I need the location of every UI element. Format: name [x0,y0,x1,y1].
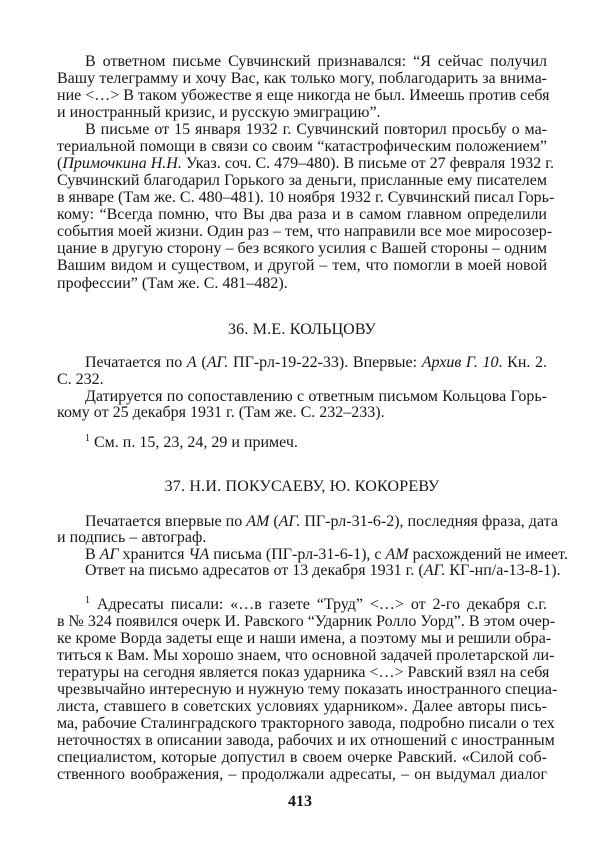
text-run: 36. М.Е. КОЛЬЦОВУ [227,321,377,338]
text-line [57,257,547,274]
text-run: чрезвычайно интересную и нужную тему показать иностранного специа- [57,681,558,698]
text-line [85,546,568,563]
text-line [57,404,547,421]
footnote-line [57,732,555,749]
text-run: ( [196,354,207,371]
text-run: КГ-нп/а-13-8-1). [445,562,561,579]
text-line [85,388,547,405]
text-line [57,240,547,257]
text-run: В [85,546,100,563]
footnote-line [57,681,558,698]
text-run: Указ. соч. С. 479–480). В письме от 27 февраля 1932 г. [181,155,555,172]
text-line [57,104,547,121]
footnote-line [57,715,555,732]
italic-text-run: А [186,354,197,371]
text-line [57,70,547,87]
text-line [85,53,547,70]
text-run: письма (ПГ-рл-31-6-1), с [209,546,386,563]
italic-text-run: Примочкина Н.Н. [62,155,182,172]
text-run: Печатается впервые по [85,513,247,530]
text-line [57,223,553,240]
italic-text-run: АМ [246,513,270,530]
text-line [57,87,550,104]
text-run: ма, рабочие Сталинградского тракторного завода, подробно писали о тех [57,715,555,732]
text-run: кому: “Всегда помню, что Вы два раза и в самом главном определили [57,206,547,223]
text-line [57,189,555,206]
text-run: события моей жизни. Один раз – тем, что направили все мое миросозер- [57,223,553,240]
text-run: Вашим видом и существом, и другой – тем, что помогли в моей новой [57,257,547,274]
text-run: кому от 25 декабря 1931 г. (Там же. С. 232–233). [57,404,385,421]
italic-text-run: АГ. [278,513,301,530]
text-run: в № 324 появился очерк И. Равского “Ударник Ролло Уорд”. В этом очер- [57,613,556,630]
text-line [57,172,547,189]
footnote-line [57,613,556,630]
footnote-line [57,749,547,766]
text-run: Адресаты писали: «…в газете “Труд” <…> от 2-го декабря с.г. [90,596,547,613]
text-run: Датируется по сопоставлению с ответным письмом Кольцова Горь- [85,388,547,405]
text-run: ние <…> В таком убожестве я еще никогда не был. Имеешь против себя [57,87,550,104]
text-run: профессии” (Там же. С. 481–482). [57,275,288,292]
text-run: Сувчинский благодарил Горького за деньги, присланные ему писателем [57,172,547,189]
text-run: титься к Вам. Мы хорошо знаем, что основной задачей пролетарской ли- [57,647,555,664]
text-run: См. п. 15, 23, 24, 29 и примеч. [90,434,298,451]
text-run: цание в другую сторону – без всякого усилия с Вашей стороны – одним [57,240,547,257]
text-line [57,529,547,546]
section-heading [57,478,547,495]
text-line [57,371,547,388]
text-run: С. 232. [57,371,104,388]
text-run: ке кроме Ворда задеты еще и наши имена, а поэтому мы и решили обра- [57,630,552,647]
text-run: В письме от 15 января 1932 г. Сувчинский повторил просьбу о ма- [85,121,547,138]
footnote-line [57,698,547,715]
text-line [85,562,561,579]
text-line [85,354,547,371]
text-run: хранится [118,546,189,563]
text-run: 37. Н.И. ПОКУСАЕВУ, Ю. КОКОРЕВУ [164,478,440,495]
text-line [57,275,547,292]
page-number: 413 [288,793,312,810]
text-run: ПГ-рл-19-22-33). Впервые: [228,354,422,371]
italic-text-run: АГ. [423,562,446,579]
text-run: териальной помощи в связи со своим “катастрофическим положением” [57,138,547,155]
italic-text-run: АГ. [206,354,229,371]
text-line [57,138,547,155]
text-run: ( [57,155,63,172]
text-run: ( [269,513,279,530]
text-run: и иностранный кризис, и русскую эмиграцию”. [57,104,381,121]
text-run: ПГ-рл-31-6-2), последняя фраза, дата [300,513,558,530]
text-run: листа, ставшего в советских условиях ударником». Далее авторы пись- [57,698,547,715]
text-run: расхождений не имеет. [408,546,568,563]
footnote-marker: 1 [85,595,90,606]
text-run: ственного воображения, – продолжали адресаты, – он выдумал диалог [57,766,547,783]
text-run: Печатается по [85,354,187,371]
text-run: Ответ на письмо адресатов от 13 декабря 1931 г. ( [85,562,424,579]
text-run: и подпись – автограф. [57,529,207,546]
text-run: В ответном письме Сувчинский признавался: “Я сейчас получил [85,53,547,70]
text-line [85,121,547,138]
text-run: . Кн. 2. [498,354,548,371]
text-line [57,206,547,223]
section-heading [57,321,547,338]
footnote-line [57,630,552,647]
italic-text-run: АГ [99,546,119,563]
italic-text-run: ЧА [188,546,210,563]
text-line [85,513,558,530]
text-run: неточностях в описании завода, рабочих и их отношений с иностранным [57,732,555,749]
text-run: в январе (Там же. С. 480–481). 10 ноября 1932 г. Сувчинский писал Горь- [57,189,555,206]
footnote-line [57,647,555,664]
footnote-marker: 1 [85,433,90,444]
italic-text-run: Архив Г. 10 [421,354,499,371]
text-run: тературы на сегодня является показ ударника <…> Равский взял на себя [57,664,550,681]
footnote-line [57,664,550,681]
text-run: специалистом, которые допустил в своем очерке Равский. «Силой соб- [57,749,547,766]
footnote-line [85,596,547,613]
footnote-line [85,434,547,451]
footnote-line [57,766,547,783]
text-line [57,155,555,172]
text-run: Вашу телеграмму и хочу Вас, как только могу, поблагодарить за внима- [57,70,547,87]
italic-text-run: АМ [385,546,409,563]
